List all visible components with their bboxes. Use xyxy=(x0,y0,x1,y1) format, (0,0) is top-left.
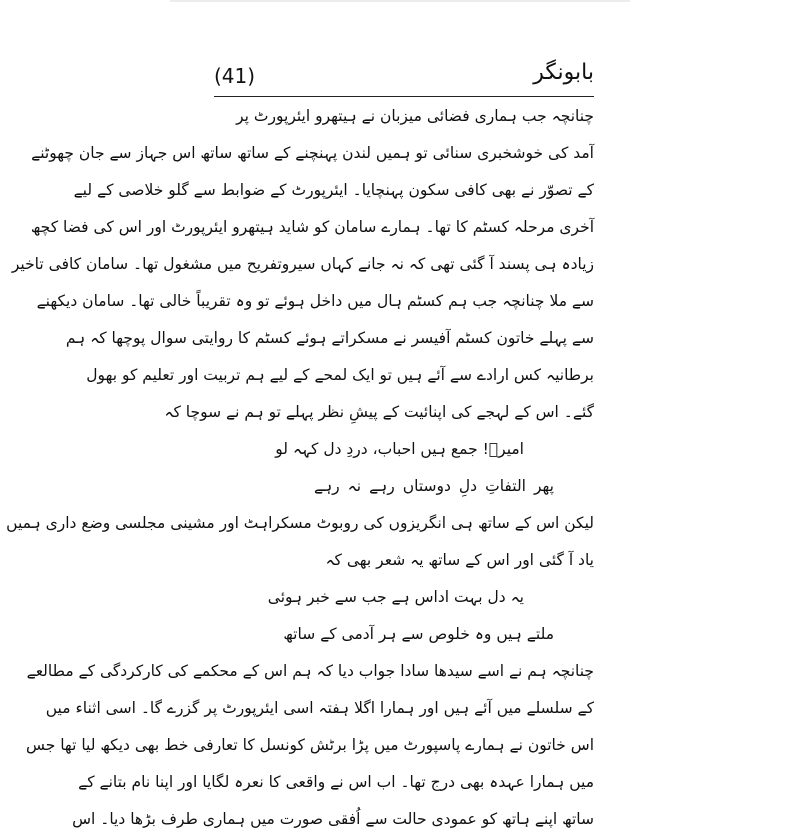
text-line: کے تصوّر نے بھی کافی سکون پہنچایا۔ ایئرپورٹ کے ضوابط سے گلو خلاصی کے لیے xyxy=(73,181,594,199)
body-text xyxy=(6,98,594,838)
verse-line: امیرؔ! جمع ہیں احباب، دردِ دل کہہ لو xyxy=(275,440,524,458)
text-line: کے سلسلے میں آئے ہیں اور ہمارا اگلا ہفتہ اسی ایئرپورٹ پر گزرے گا۔ اسی اثناء میں xyxy=(45,699,594,717)
text-line: چنانچہ جب ہماری فضائی میزبان نے ہیتھرو ایئرپورٹ پر xyxy=(236,107,594,125)
running-title: بابونگر xyxy=(533,60,594,85)
text-line: میں ہمارا عہدہ بھی درج تھا۔ اب اس نے واقعی کا نعرہ لگایا اور اپنا نام بتانے کے xyxy=(78,773,594,791)
page-header xyxy=(214,54,594,94)
verse-line: یہ دل بہت اداس ہے جب سے خبر ہوئی xyxy=(267,588,524,606)
text-line: سے ملا چنانچہ جب ہم کسٹم ہال میں داخل ہوئے تو وہ تقریباً خالی تھا۔ سامان دیکھنے xyxy=(36,292,594,310)
text-line: یاد آ گئی اور اس کے ساتھ یہ شعر بھی کہ xyxy=(325,551,594,569)
text-line: برطانیہ کس ارادے سے آئے ہیں تو ایک لمحے کے لیے ہم تربیت اور تعلیم کو بھول xyxy=(86,366,594,384)
text-line: لیکن اس کے ساتھ ہی انگریزوں کی روبوٹ مسکراہٹ اور مشینی مجلسی وضع داری ہمیں xyxy=(6,514,594,532)
text-line: گئے۔ اس کے لہجے کی اپنائیت کے پیشِ نظر پہلے تو ہم نے سوچا کہ xyxy=(164,403,594,421)
text-line: چنانچہ ہم نے اسے سیدھا سادا جواب دیا کہ ہم اس کے محکمے کی کارکردگی کے مطالعے xyxy=(26,662,594,680)
text-line: آخری مرحلہ کسٹم کا تھا۔ ہمارے سامان کو شاید ہیتھرو ایئرپورٹ اور اس کی فضا کچھ xyxy=(30,218,594,236)
header-rule xyxy=(214,96,594,97)
verse-line: ملتے ہیں وہ خلوص سے ہر آدمی کے ساتھ xyxy=(283,625,554,643)
verse-line: پھر التفاتِ دلِ دوستاں رہے نہ رہے xyxy=(314,477,554,495)
page-number: (41) xyxy=(214,64,256,88)
page-top-edge xyxy=(170,0,630,2)
text-line: اس خاتون نے ہمارے پاسپورٹ میں پڑا برٹش کونسل کا تعارفی خط بھی دیکھ لیا تھا جس xyxy=(25,736,594,754)
text-line: زیادہ ہی پسند آ گئی تھی کہ نہ جانے کہاں سیروتفریح میں مشغول تھا۔ سامان کافی تاخیر xyxy=(11,255,594,273)
text-line: آمد کی خوشخبری سنائی تو ہمیں لندن پہنچنے کے ساتھ ساتھ اس جہاز سے جان چھوٹنے xyxy=(31,144,594,162)
text-line: ساتھ اپنے ہاتھ کو عمودی حالت سے اُفقی صورت میں ہماری طرف بڑھا دیا۔ اس xyxy=(72,810,594,828)
text-line: سے پہلے خاتون کسٹم آفیسر نے مسکراتے ہوئے کسٹم کا روایتی سوال پوچھا کہ ہم xyxy=(65,329,594,347)
